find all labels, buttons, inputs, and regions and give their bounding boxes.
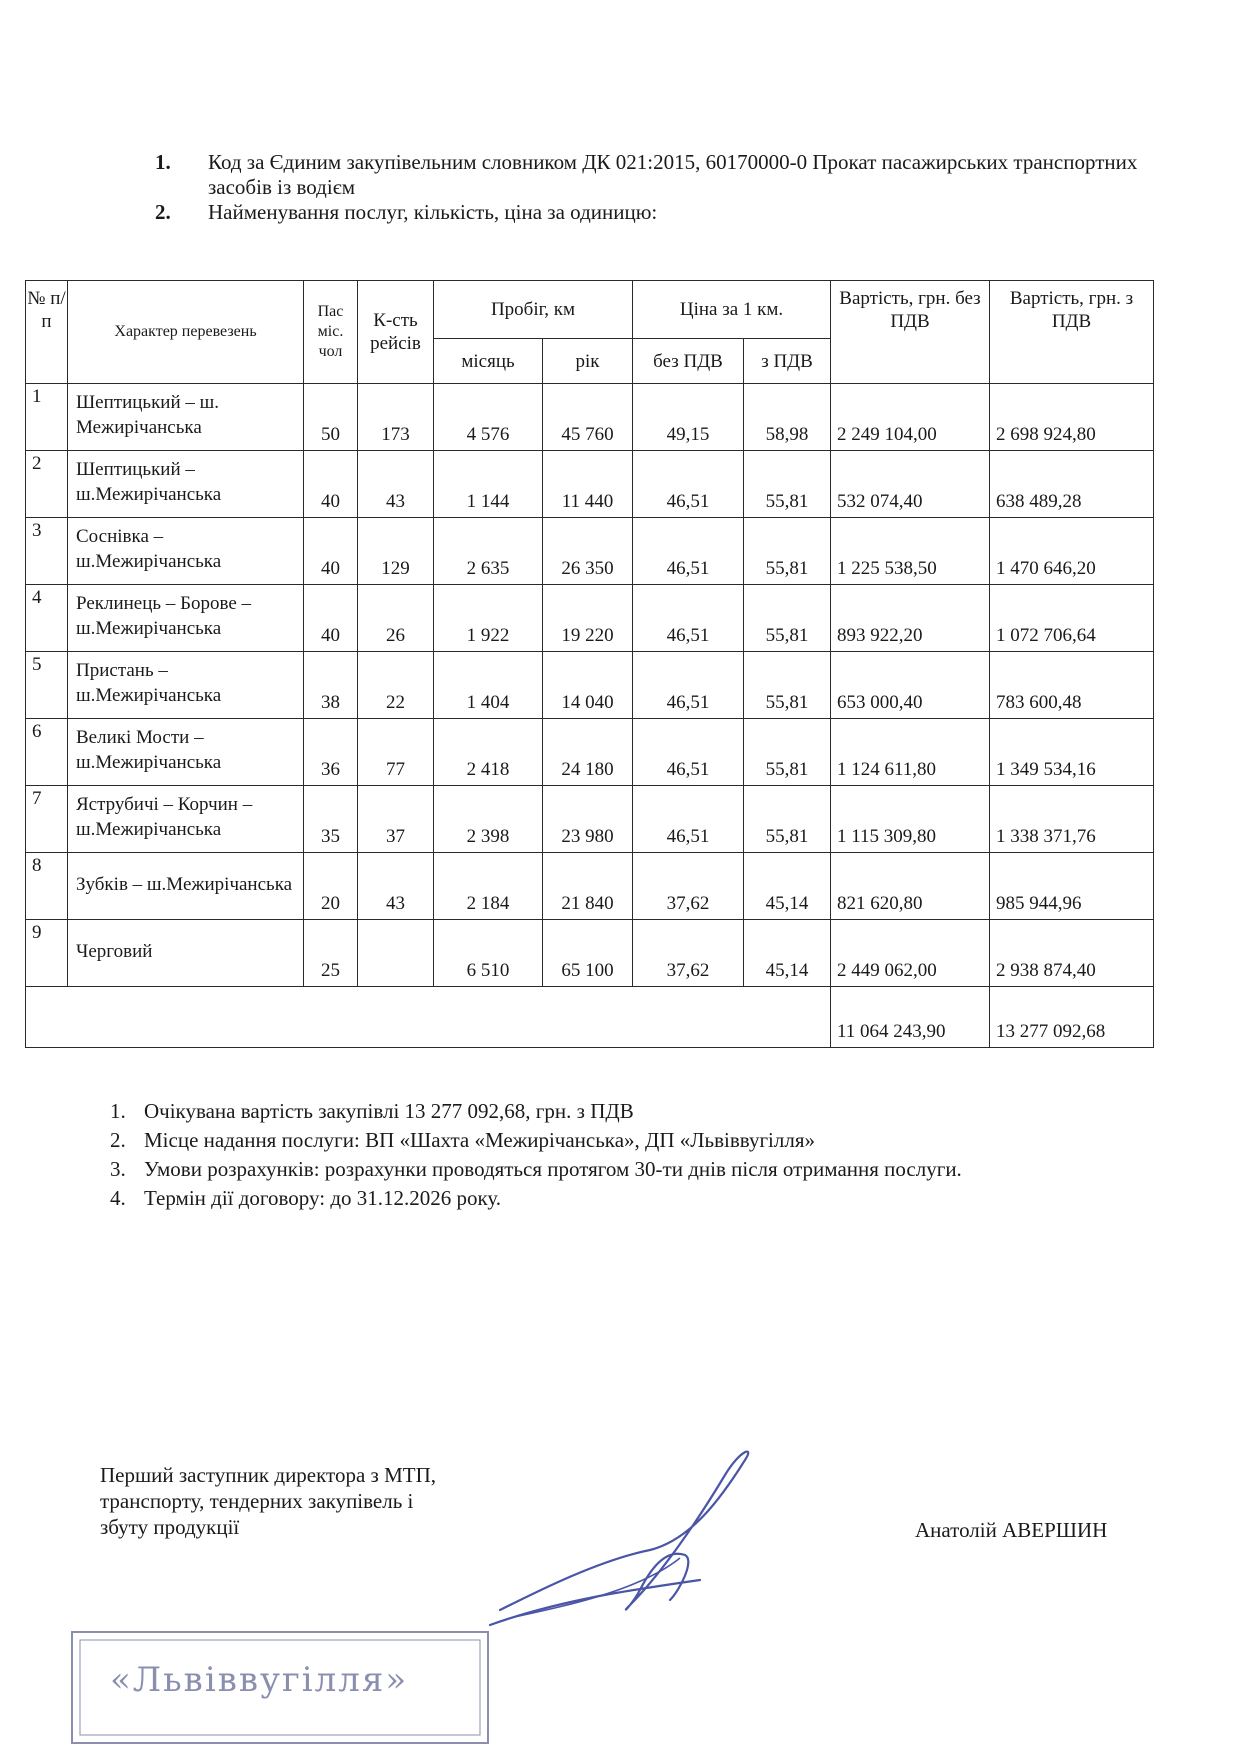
requirements-list-bottom (110, 1097, 1190, 1213)
signatory-position-line: транспорту, тендерних закупівель і (100, 1489, 414, 1513)
list-item-number: 2. (110, 1128, 126, 1152)
route-name: Реклинець – Борове – ш.Межирічанська (68, 585, 304, 652)
price-no-vat: 46,51 (633, 652, 744, 719)
seats-count: 40 (304, 451, 358, 518)
mileage-month: 6 510 (434, 920, 543, 987)
trips-count: 26 (358, 585, 434, 652)
cost-vat: 638 489,28 (990, 451, 1154, 518)
mileage-month: 1 404 (434, 652, 543, 719)
cost-no-vat: 1 124 611,80 (831, 719, 990, 786)
cost-no-vat: 2 249 104,00 (831, 384, 990, 451)
header-mileage: Пробіг, км (434, 281, 633, 339)
row-number: 1 (26, 384, 68, 451)
list-item (155, 150, 1175, 200)
price-no-vat: 46,51 (633, 585, 744, 652)
table-row (26, 652, 1154, 719)
table-row (26, 384, 1154, 451)
price-vat: 55,81 (744, 518, 831, 585)
header-price-no-vat: без ПДВ (633, 339, 744, 384)
cost-vat: 985 944,96 (990, 853, 1154, 920)
table-row (26, 719, 1154, 786)
signatory-position-line: Перший заступник директора з МТП, (100, 1463, 436, 1487)
row-number: 7 (26, 786, 68, 853)
row-number: 3 (26, 518, 68, 585)
mileage-year: 23 980 (543, 786, 633, 853)
header-price: Ціна за 1 км. (633, 281, 831, 339)
stamp (70, 1630, 490, 1745)
price-no-vat: 37,62 (633, 853, 744, 920)
price-no-vat: 46,51 (633, 786, 744, 853)
header-cost-vat: Вартість, грн. з ПДВ (990, 281, 1154, 384)
handwritten-signature (480, 1440, 770, 1640)
header-trips: К-сть рейсів (358, 281, 434, 384)
route-name: Зубків – ш.Межирічанська (68, 853, 304, 920)
list-item-number: 1. (110, 1099, 126, 1123)
price-no-vat: 46,51 (633, 451, 744, 518)
cost-no-vat: 1 225 538,50 (831, 518, 990, 585)
list-item-text: Термін дії договору: до 31.12.2026 року. (144, 1186, 502, 1210)
seats-count: 40 (304, 585, 358, 652)
price-vat: 58,98 (744, 384, 831, 451)
price-no-vat: 46,51 (633, 719, 744, 786)
signatory-name: Анатолій АВЕРШИН (915, 1518, 1108, 1542)
trips-count: 22 (358, 652, 434, 719)
header-cost-no-vat: Вартість, грн. без ПДВ (831, 281, 990, 384)
route-name: Яструбичі – Корчин – ш.Межирічанська (68, 786, 304, 853)
route-name: Шептицький – ш. Межирічанська (68, 384, 304, 451)
price-vat: 45,14 (744, 920, 831, 987)
mileage-month: 2 635 (434, 518, 543, 585)
route-name: Пристань – ш.Межирічанська (68, 652, 304, 719)
list-item-text: Місце надання послуги: ВП «Шахта «Межирічанська», ДП «Львіввугілля» (144, 1128, 816, 1152)
trips-count: 77 (358, 719, 434, 786)
header-route: Характер перевезень (68, 281, 304, 384)
trips-count: 43 (358, 853, 434, 920)
list-item-number: 1. (155, 150, 171, 174)
row-number: 4 (26, 585, 68, 652)
cost-no-vat: 821 620,80 (831, 853, 990, 920)
list-item-number: 4. (110, 1186, 126, 1210)
cost-vat: 2 698 924,80 (990, 384, 1154, 451)
list-item-text: Умови розрахунків: розрахунки проводяться протягом 30-ти днів після отримання послуги. (144, 1157, 962, 1181)
header-price-vat: з ПДВ (744, 339, 831, 384)
mileage-year: 14 040 (543, 652, 633, 719)
mileage-year: 65 100 (543, 920, 633, 987)
list-item (110, 1097, 1190, 1126)
seats-count: 25 (304, 920, 358, 987)
cost-vat: 2 938 874,40 (990, 920, 1154, 987)
cost-vat: 1 349 534,16 (990, 719, 1154, 786)
table-row (26, 920, 1154, 987)
seats-count: 38 (304, 652, 358, 719)
table-row (26, 853, 1154, 920)
cost-no-vat: 653 000,40 (831, 652, 990, 719)
list-item-text: Очікувана вартість закупівлі 13 277 092,68, грн. з ПДВ (144, 1099, 634, 1123)
price-vat: 55,81 (744, 786, 831, 853)
row-number: 6 (26, 719, 68, 786)
price-no-vat: 37,62 (633, 920, 744, 987)
mileage-year: 11 440 (543, 451, 633, 518)
trips-count (358, 920, 434, 987)
route-name: Шептицький – ш.Межирічанська (68, 451, 304, 518)
table-row (26, 451, 1154, 518)
mileage-year: 26 350 (543, 518, 633, 585)
mileage-month: 2 418 (434, 719, 543, 786)
table-body (26, 384, 1154, 987)
table-row (26, 518, 1154, 585)
total-cost-no-vat: 11 064 243,90 (831, 987, 990, 1048)
list-item-number: 2. (155, 200, 171, 224)
cost-no-vat: 2 449 062,00 (831, 920, 990, 987)
route-name: Великі Мости – ш.Межирічанська (68, 719, 304, 786)
price-vat: 55,81 (744, 719, 831, 786)
signatory-position (100, 1462, 436, 1540)
cost-no-vat: 532 074,40 (831, 451, 990, 518)
services-table (25, 280, 1154, 1048)
price-vat: 45,14 (744, 853, 831, 920)
price-vat: 55,81 (744, 451, 831, 518)
cost-vat: 1 072 706,64 (990, 585, 1154, 652)
price-no-vat: 46,51 (633, 518, 744, 585)
mileage-year: 21 840 (543, 853, 633, 920)
cost-vat: 1 470 646,20 (990, 518, 1154, 585)
total-cost-vat: 13 277 092,68 (990, 987, 1154, 1048)
price-vat: 55,81 (744, 652, 831, 719)
cost-no-vat: 1 115 309,80 (831, 786, 990, 853)
price-vat: 55,81 (744, 585, 831, 652)
seats-count: 50 (304, 384, 358, 451)
mileage-month: 1 144 (434, 451, 543, 518)
header-mileage-year: рік (543, 339, 633, 384)
list-item-number: 3. (110, 1157, 126, 1181)
row-number: 9 (26, 920, 68, 987)
seats-count: 20 (304, 853, 358, 920)
cost-vat: 1 338 371,76 (990, 786, 1154, 853)
seats-count: 35 (304, 786, 358, 853)
list-item (110, 1155, 1190, 1184)
mileage-month: 2 184 (434, 853, 543, 920)
route-name: Соснівка – ш.Межирічанська (68, 518, 304, 585)
requirements-list-top (155, 150, 1175, 225)
trips-count: 43 (358, 451, 434, 518)
trips-count: 173 (358, 384, 434, 451)
row-number: 2 (26, 451, 68, 518)
header-seats: Пас міс. чол (304, 281, 358, 384)
mileage-year: 19 220 (543, 585, 633, 652)
price-no-vat: 49,15 (633, 384, 744, 451)
mileage-year: 45 760 (543, 384, 633, 451)
list-item-text: Код за Єдиним закупівельним словником ДК 021:2015, 60170000-0 Прокат пасажирських транспортних засобів із водієм (208, 150, 1138, 199)
cost-vat: 783 600,48 (990, 652, 1154, 719)
seats-count: 36 (304, 719, 358, 786)
total-row-label-cell (26, 987, 831, 1048)
seats-count: 40 (304, 518, 358, 585)
table-row (26, 585, 1154, 652)
stamp-text: «Львіввугілля» (110, 1660, 409, 1700)
list-item (110, 1184, 1190, 1213)
row-number: 5 (26, 652, 68, 719)
trips-count: 129 (358, 518, 434, 585)
list-item-text: Найменування послуг, кількість, ціна за одиницю: (208, 200, 658, 224)
signatory-position-line: збуту продукції (100, 1515, 240, 1539)
header-num: № п/ п (26, 281, 68, 384)
trips-count: 37 (358, 786, 434, 853)
mileage-month: 2 398 (434, 786, 543, 853)
list-item (155, 200, 1175, 225)
mileage-year: 24 180 (543, 719, 633, 786)
list-item (110, 1126, 1190, 1155)
total-row (26, 987, 1154, 1048)
mileage-month: 1 922 (434, 585, 543, 652)
cost-no-vat: 893 922,20 (831, 585, 990, 652)
row-number: 8 (26, 853, 68, 920)
route-name: Черговий (68, 920, 304, 987)
table-row (26, 786, 1154, 853)
mileage-month: 4 576 (434, 384, 543, 451)
header-mileage-month: місяць (434, 339, 543, 384)
